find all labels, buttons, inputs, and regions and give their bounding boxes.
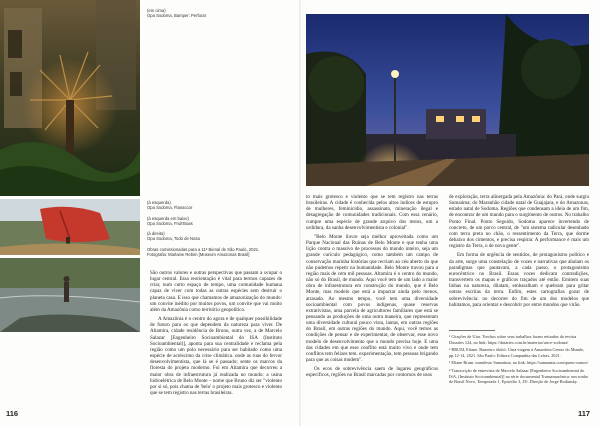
footnote: ⁴ Transcrição de entrevista de Marcelo Salazar [Engenheiro Socioambiental do ISA, (Instituto Socioambiental)] na série documental Transamazônica: um sonho de Brasil Novo, Temporada 1, Episódio 3, 4'0. Direção de Jorge Bodansky. <box>449 367 589 385</box>
footnote-rule <box>449 330 495 331</box>
caption-work: Opa Sodoma, Flanaccor <box>147 205 193 211</box>
right-body-text-col-2 <box>449 194 589 308</box>
right-body-text-col-1 <box>306 194 438 379</box>
riverbank-figure-photo <box>0 258 140 332</box>
footnote: ² BRUM, Eliane. Banzeiro òkòtó: Uma viagem à Amazônia Centro do Mundo, pp.12-14, 2021. São Paulo: Editora Companhia das Letras, 2021. <box>449 347 585 358</box>
caption-position: (à esquerda) <box>147 200 171 205</box>
body-paragraph: Os ecos de sobrevivência saem de lugares geográficos específicos, regiões no Brasil marcadas por contornos de usos <box>306 366 438 379</box>
body-paragraph: to mais grotesco e violento que se tem registro nas terras brasileiras. A cidade é conhecida pelos altos índices de estupro de mulheres, feminicídio, assassinato, mineração ilegal e desagregação de comunidades tradicionais. Com essa cenário, cumpre uma espécie de grande arquivo dos restos, um a urdidura, da sanha desenvolvimentista e colonial". <box>306 194 438 231</box>
photo-captions-lower <box>147 200 275 262</box>
body-paragraph: A Amazônia é o centro do agora e de qualquer possibilidade de futuro para os que dependem da natureza para viver. De Altamira, cidade residência de Bruno, outra vez, a de Marcelo Salazar [Engenheiro Socioambiental do ISA (Instituto Socioambiental)], aponta para sua centralidade e reclama pela região como um polo necessário para ser habitado como uma espécie de acréscimo da crise climática. onde as ruas do fervor desenvolvimentista, que lá se é passado; sente os marcos da floresta do projeto moderno. Foi em Altamira que decorreu a maior obra de infraestrutura já realizada no mundo: a usina hidroelétrica de Belo Monte – nome que Bruno diz ser "violento por si só, pois chama de 'belo' o projeto mais grotesco e violento que se tem registro nas terras brasileiras. <box>150 316 282 396</box>
quote-paragraph: "Belo Monte iluvre seja melhor aproveitada como um Parque Nacional das Ruínas de Belo Monte e que tenha uma lição contra o massivo de processos do mundo inteiro, seja um grande curículo pedagógico, como também um campo de conservação marinha histórias que recriam ao céu aberto do que não pudemos repetir na humanidade. Belo Monte travou para a região mais de cem mil pessoas. Altamira é o centro do mundo, não só do Brasil, de mundo. Aqui você tem de um lado a maior obra de infraestrutura em construção do mundo, que é Belo Monte, mas modelo que está a impactar ainda pelo menos, atrasado. Ao mesmo tempo, você tem uma diversidade socioambiental com povos indígenas, quase reservas extrativistas, uma parcela de agricultores familiares que está se pensando as produções de uma outra maneira, que representam uma diversidade cultural pouco vista, lantas, em outras regiões do Brasil, em outras regiões do mundo. Aqui, você temos as condições de pensar e de experimentar, de observar, esse novo modelo de desenvolvimento que o mundo precisa hoje. E uma das cidades em que esse conflito está muito vivo e onde tem conflitos tem felizes tem. experimentação, tem pessoas brigando para que as coisas mudem". <box>306 233 438 364</box>
page-number-left: 116 <box>6 409 19 418</box>
body-paragraph: Em forma de urgência de sentidos, de protagonismo político e da arte, surge uma constelação de vozes e narrativas que abalam os paradigmas que pautavam, a cada passo, o protagonismo eurocêntrico no Brasil. Essas vozes dedicam contradições, transvertem os mapas e gráficos traçados até então. Emitem suas linhas na natureza, dilatam, embaralham e quebram para gritar outras escritas da terra. Enfim, estes cartografias gozar de sobrevivência: no decorrer do fim de um dos modelos que habitamos, para orientar e descobrir por entre mundos que virão. <box>449 252 589 308</box>
footnotes <box>449 330 589 387</box>
left-body-text <box>150 270 282 396</box>
red-textile-landscape-photo <box>0 199 140 255</box>
caption-position: (à direita) <box>147 231 165 237</box>
caption-left-bottom <box>147 216 275 227</box>
caption-position: (à esquerda em baixo) <box>147 215 189 221</box>
caption-work: Opa Sodoma, Fruit'Boas <box>147 220 193 226</box>
caption-right <box>147 231 275 242</box>
photo-credit: Obras comissionadas para a 11ª Bienal de São Paulo, 2021. Fotografia: Marlaine Rebim [Museum Amazonas Brasil] <box>147 246 260 258</box>
page-number-right: 117 <box>578 409 591 418</box>
caption-position: (em cima) <box>147 8 166 13</box>
caption-work: Opa Sodoma, Bamper: Perfurar <box>147 13 207 19</box>
ruin-tree-photo <box>0 0 140 196</box>
photo-captions <box>147 8 265 24</box>
caption-top <box>147 8 265 19</box>
lead-paragraph: São outros valores e outras perspectivas que passam a ocupar o lugar central. Essa reorientação é vital para termos capazes de criar, num curto espaço de tempo, uma comunidade humana capaz de viver com todas as outras espécies sem destruir o planeta casa. E isso que chamamos de amazonização do mundo: um convite inédito por muitos povos, um convite que vai muito além da Amazônia como território geopolítico. <box>150 270 282 313</box>
footnote: ³ Eliane Brum. manifesto Sumaúma, no link: https://sumauma.com/quem-somos/ <box>449 360 589 366</box>
page-gutter <box>299 0 301 426</box>
footnote: ¹ Citações de Uira. Trechos sobre seus trabalhos foram retiradas da revista Dasartes 124, no link: https://dasartes.com.br/materias/uirce-sodoma/ <box>449 334 577 345</box>
night-city-street-photo <box>306 14 589 186</box>
caption-left <box>147 200 275 211</box>
caption-work: Opa Sodoma, Todo de Nosa <box>147 236 200 242</box>
body-paragraph: de exploração, terra alinergada pela Amazônia: do Pará, onde surgiu Sumaúma; do Maranhão cidade natal de Guajajara, e do Amazonas, estado natal de Sodoma. Regiões que condensam a ideia de um fim, de encontrar de um mundo para o surgimento de outros. No trabalho Ponto Final. Ponto Seguido, Sodoma aparece invertendo de concreto, de um porco central, de "um sistema radicular desenhado com terra preta no chão, o ressentimento da Terra, que dorme debaixo dos cimentos, e precisa respirar. A performance é mais um registro da Terra, o de nova gente". <box>449 194 589 250</box>
